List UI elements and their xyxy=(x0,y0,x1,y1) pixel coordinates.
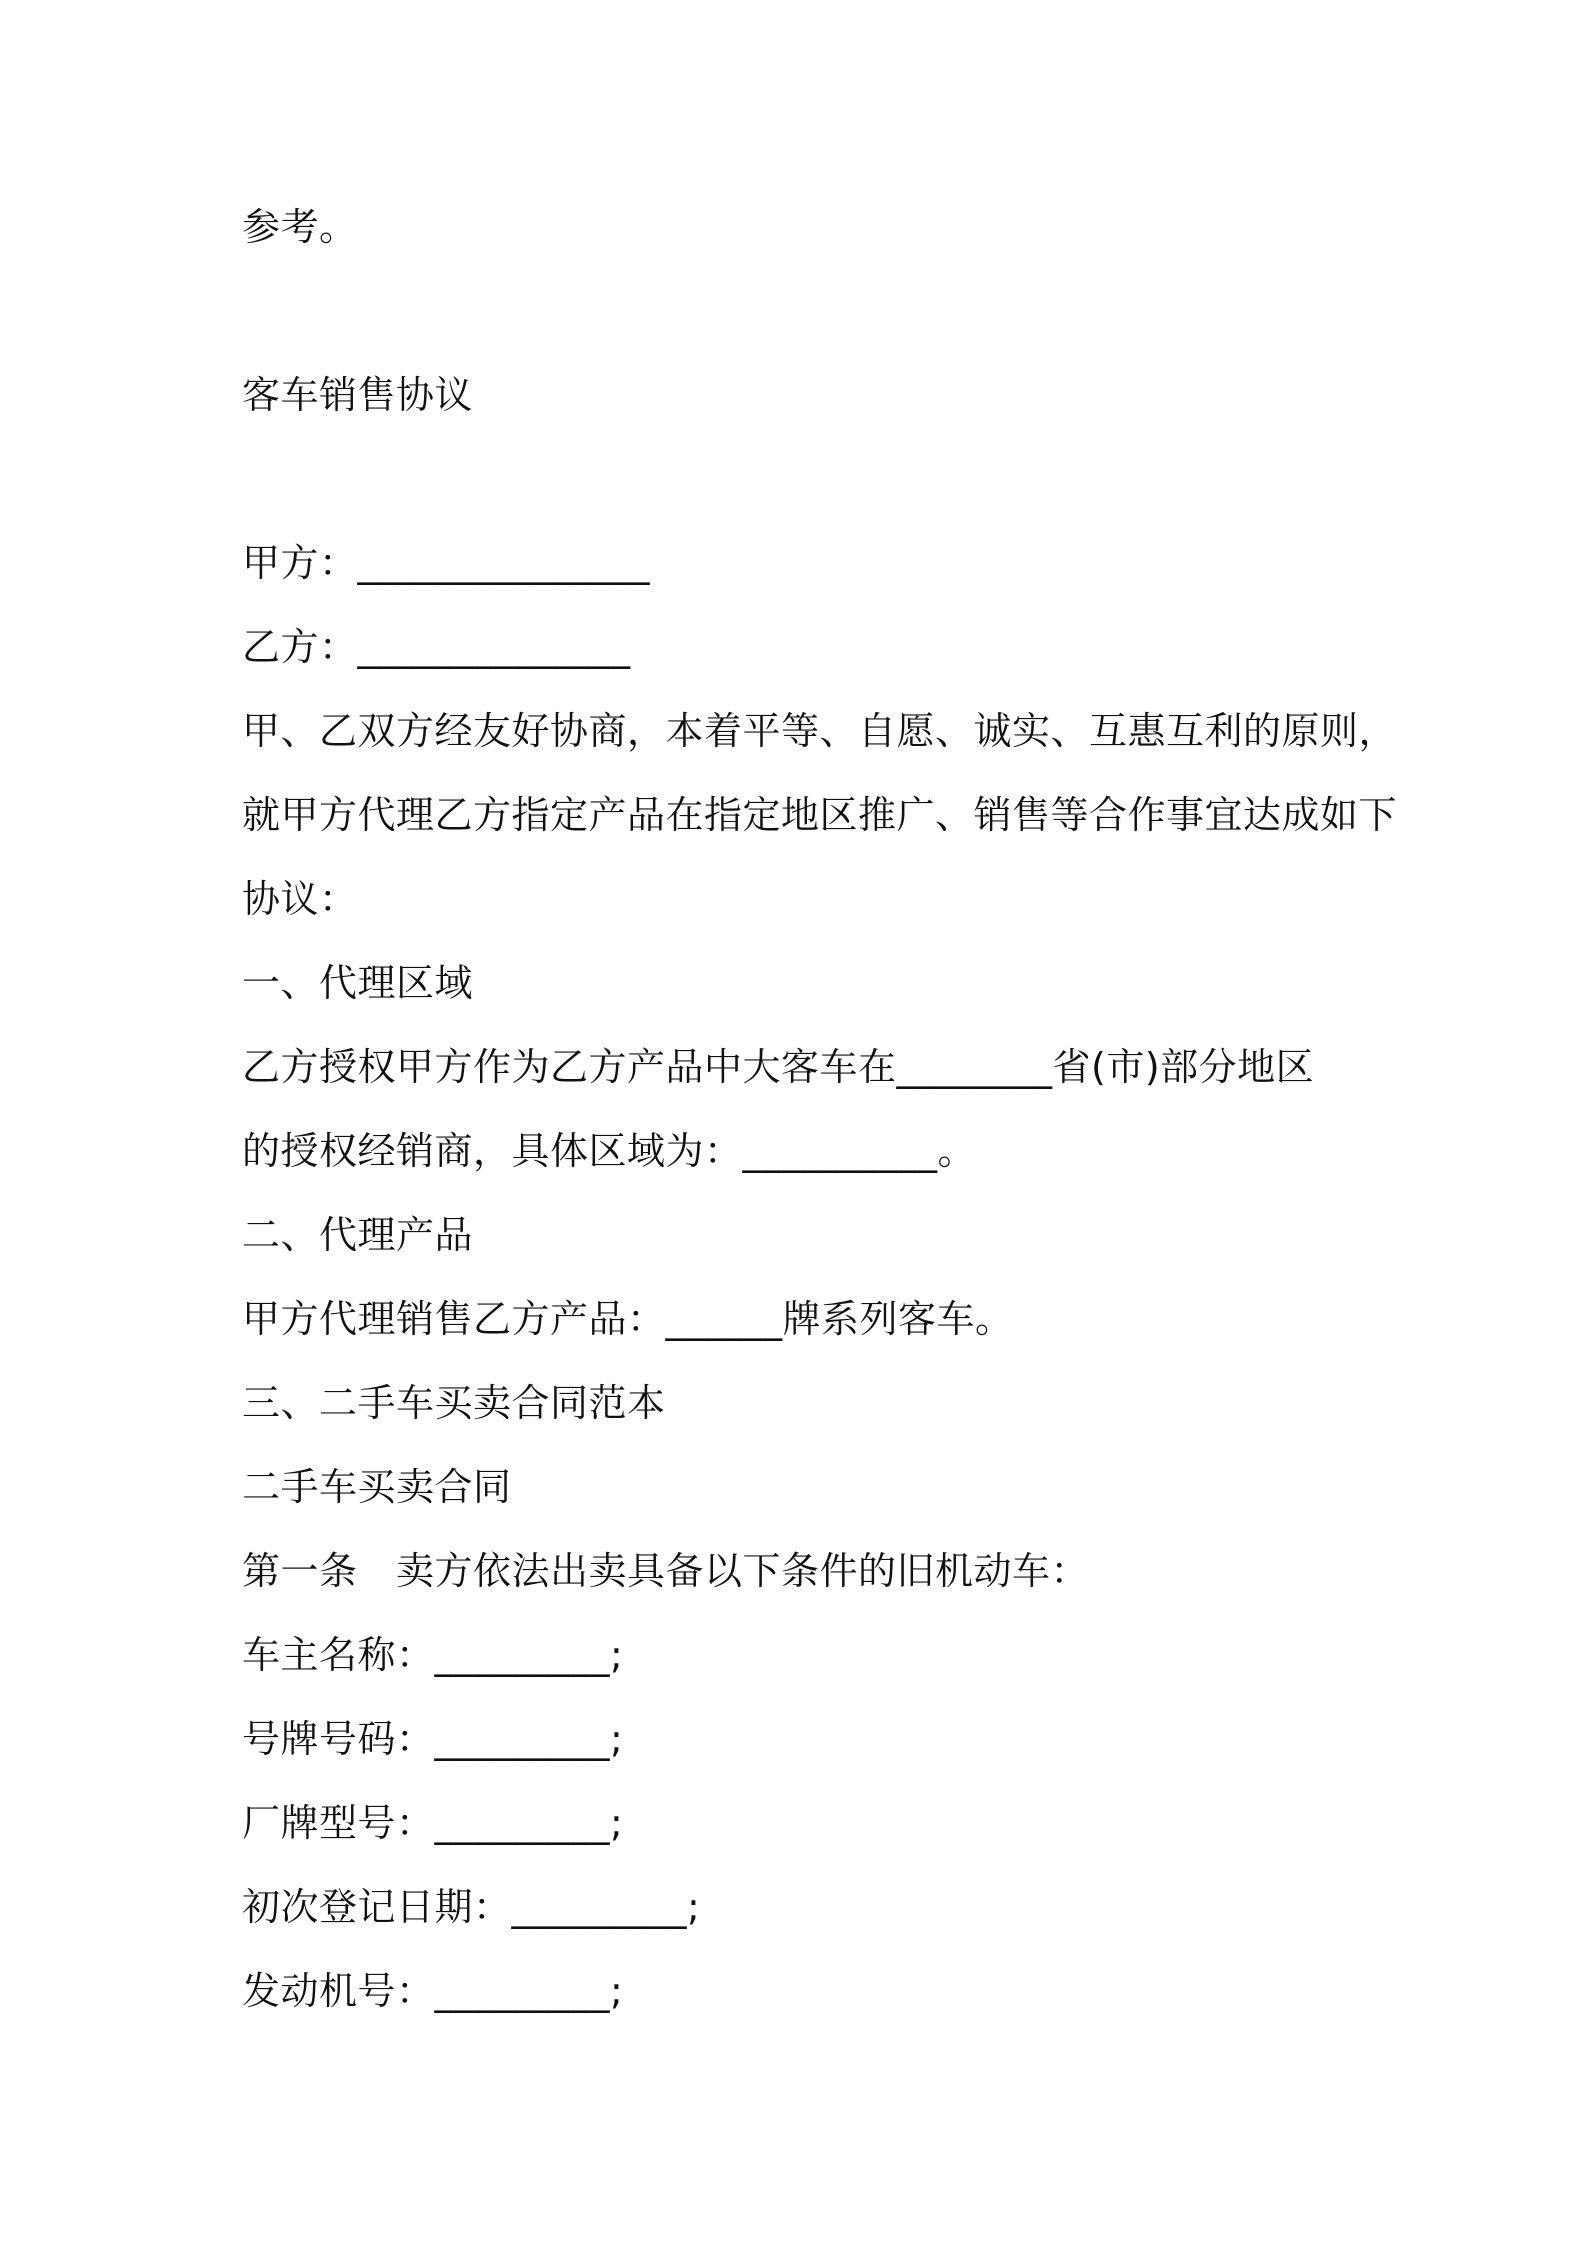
field-owner-name: 车主名称：_________; xyxy=(242,1633,624,1677)
field-first-registration-date: 初次登记日期：_________; xyxy=(242,1885,701,1929)
area-paragraph-line-2: 的授权经销商，具体区域为：__________。 xyxy=(242,1129,977,1173)
field-plate-number: 号牌号码：_________; xyxy=(242,1717,624,1761)
section-heading-area: 一、代理区域 xyxy=(242,961,474,1005)
party-a-line: 甲方：_______________ xyxy=(242,541,651,585)
section-heading-product: 二、代理产品 xyxy=(242,1213,474,1257)
text-line-reference: 参考。 xyxy=(242,205,358,249)
product-paragraph: 甲方代理销售乙方产品：______牌系列客车。 xyxy=(242,1297,1014,1341)
intro-paragraph-line-1: 甲、乙双方经友好协商，本着平等、自愿、诚实、互惠互利的原则， xyxy=(242,709,1398,753)
document-title: 客车销售协议 xyxy=(242,373,474,417)
field-engine-number: 发动机号：_________; xyxy=(242,1969,624,2013)
intro-paragraph-line-2: 就甲方代理乙方指定产品在指定地区推广、销售等合作事宜达成如下 xyxy=(242,793,1398,837)
area-paragraph-line-1: 乙方授权甲方作为乙方产品中大客车在________省(市)部分地区 xyxy=(242,1045,1315,1089)
article-one: 第一条 卖方依法出卖具备以下条件的旧机动车： xyxy=(242,1549,1090,1593)
contract-title: 二手车买卖合同 xyxy=(242,1465,512,1509)
section-heading-template: 三、二手车买卖合同范本 xyxy=(242,1381,666,1425)
field-brand-model: 厂牌型号：_________; xyxy=(242,1801,624,1845)
party-b-line: 乙方：______________ xyxy=(242,625,631,669)
intro-paragraph-line-3: 协议： xyxy=(242,877,358,921)
